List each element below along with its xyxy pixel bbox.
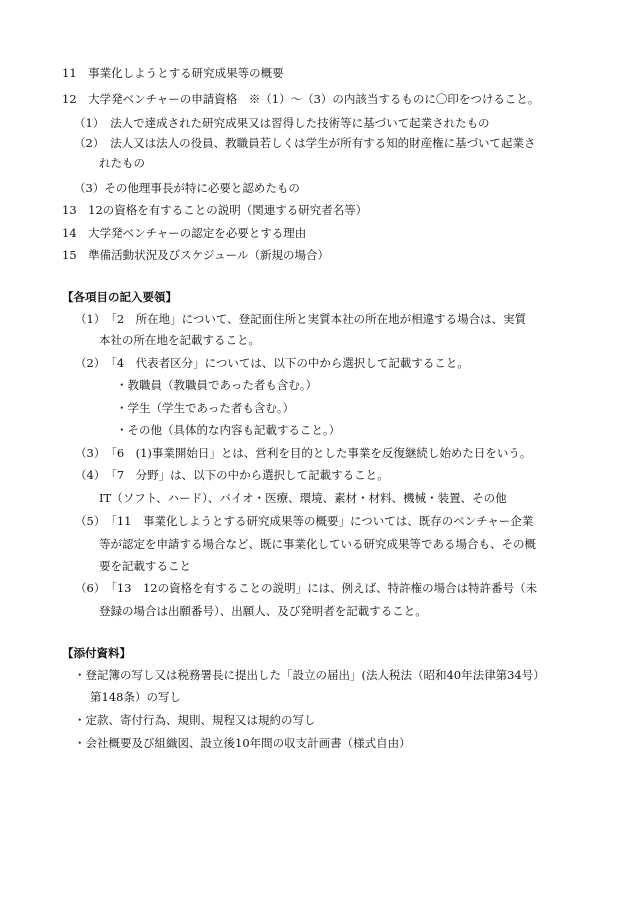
- instruction-1-cont: 本社の所在地を記載すること。: [99, 333, 260, 347]
- attachment-3: ・会社概要及び組織図、設立後10年間の収支計画書（様式自由）: [74, 736, 411, 750]
- outline-sub-item-2: （2） 法人又は法人の役員、教職員若しくは学生が所有する知的財産権に基づいて起業さ: [74, 136, 536, 150]
- instruction-3: （3） 「6 (1)事業開始日」とは、営利を目的とした事業を反復継続し始めた日をいう。: [75, 446, 532, 460]
- instruction-2-option-student: ・学生（学生であった者も含む。）: [116, 401, 295, 415]
- instruction-2-option-staff: ・教職員（教職員であった者も含む。）: [116, 378, 318, 392]
- instruction-6-cont: 登録の場合は出願番号）、出願人、及び発明者を記載すること。: [99, 604, 427, 618]
- instruction-4-fields: IT（ソフト、ハード）、バイオ・医療、環境、素材・材料、機械・装置、その他: [99, 491, 507, 505]
- attachment-1-cont: 第148条）の写し: [90, 690, 181, 704]
- instruction-6: （6） 「13 12の資格を有することの説明」には、例えば、特許権の場合は特許番号（未: [75, 581, 538, 595]
- outline-sub-item-2-cont: れたもの: [99, 156, 145, 170]
- attachments-heading: 【添付資料】: [62, 646, 131, 660]
- outline-item-15: 15 準備活動状況及びスケジュール（新規の場合）: [62, 248, 329, 262]
- outline-sub-item-1: （1） 法人で達成された研究成果又は習得した技術等に基づいて起業されたもの: [74, 116, 490, 130]
- instruction-2-option-other: ・その他（具体的な内容も記載すること。）: [116, 423, 341, 437]
- outline-item-11: 11 事業化しようとする研究成果等の概要: [62, 66, 284, 80]
- instructions-heading: 【各項目の記入要領】: [62, 290, 177, 304]
- instruction-5-cont-1: 等が認定を申請する場合など、既に事業化している研究成果等である場合も、その概: [99, 537, 536, 551]
- instruction-2: （2） 「4 代表者区分」については、以下の中から選択して記載すること。: [75, 356, 469, 370]
- outline-item-14: 14 大学発ベンチャーの認定を必要とする理由: [62, 226, 307, 240]
- instruction-4: （4） 「7 分野」は、以下の中から選択して記載すること。: [75, 468, 389, 482]
- instruction-5: （5） 「11 事業化しようとする研究成果等の概要」については、既存のベンチャー企業: [75, 514, 534, 528]
- instruction-1: （1） 「2 所在地」について、登記面住所と実質本社の所在地が相違する場合は、実質: [75, 312, 527, 326]
- attachment-1: ・登記簿の写し又は税務署長に提出した「設立の届出」(法人税法（昭和40年法律第34号）: [74, 668, 545, 682]
- outline-item-13: 13 12の資格を有することの説明（関連する研究者名等）: [62, 203, 368, 217]
- instruction-5-cont-2: 要を記載すること: [99, 559, 191, 573]
- outline-item-12: 12 大学発ベンチャーの申請資格 ※（1）～（3）の内該当するものに〇印をつけること。: [62, 92, 540, 106]
- attachment-2: ・定款、寄付行為、規則、規程又は規約の写し: [74, 713, 316, 727]
- outline-sub-item-3: （3）その他理事長が特に必要と認めたもの: [74, 181, 300, 195]
